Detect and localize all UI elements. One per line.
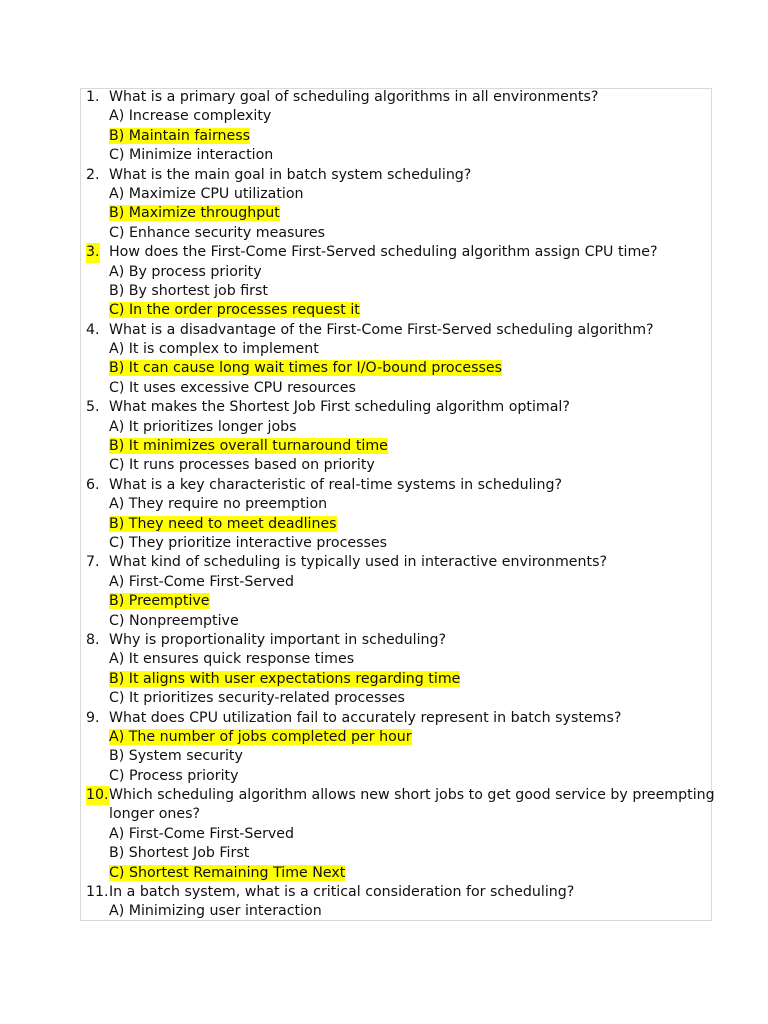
question-number: 6. xyxy=(86,476,100,493)
question-text: What makes the Shortest Job First scheduling algorithm optimal? xyxy=(109,399,570,416)
answer-option: C) Nonpreemptive xyxy=(109,612,239,629)
answer-option-highlighted: A) The number of jobs completed per hour xyxy=(109,728,412,745)
answer-option: A) First-Come First-Served xyxy=(109,825,295,842)
question-item xyxy=(80,786,715,883)
question-number: 11. xyxy=(86,884,109,901)
question-item xyxy=(80,321,712,399)
answer-option: C) It uses excessive CPU resources xyxy=(109,379,356,396)
answer-option: C) It prioritizes security-related processes xyxy=(109,690,405,707)
answer-option: C) It runs processes based on priority xyxy=(109,457,375,474)
question-number: 7. xyxy=(86,554,100,571)
answer-option-highlighted: B) It aligns with user expectations regarding time xyxy=(109,670,461,687)
question-item xyxy=(80,553,712,631)
question-number: 8. xyxy=(86,631,100,648)
answer-option-highlighted: B) It minimizes overall turnaround time xyxy=(109,438,388,455)
answer-option-highlighted: B) Maximize throughput xyxy=(109,205,280,222)
question-number: 10. xyxy=(86,786,109,805)
question-text: What is a disadvantage of the First-Come First-Served scheduling algorithm? xyxy=(109,321,654,338)
question-item xyxy=(80,631,712,709)
question-item xyxy=(80,883,712,922)
answer-option: B) System security xyxy=(109,748,243,765)
question-text: In a batch system, what is a critical consideration for scheduling? xyxy=(109,884,575,901)
question-text: Which scheduling algorithm allows new short jobs to get good service by preempting xyxy=(109,787,715,804)
answer-option: A) They require no preemption xyxy=(109,496,328,513)
answer-option-highlighted: B) It can cause long wait times for I/O-bound processes xyxy=(109,360,503,377)
question-item xyxy=(80,166,712,244)
answer-option: A) First-Come First-Served xyxy=(109,573,295,590)
question-list xyxy=(80,88,715,922)
answer-option: C) Minimize interaction xyxy=(109,147,274,164)
question-text: Why is proportionality important in scheduling? xyxy=(109,631,447,648)
question-number: 3. xyxy=(86,243,100,262)
question-item xyxy=(80,398,712,476)
answer-option: A) By process priority xyxy=(109,263,262,280)
question-number: 9. xyxy=(86,709,100,726)
question-text: longer ones? xyxy=(109,806,201,823)
question-text: What does CPU utilization fail to accurately represent in batch systems? xyxy=(109,709,622,726)
question-text: What is a key characteristic of real-time systems in scheduling? xyxy=(109,476,562,493)
answer-option-highlighted: B) They need to meet deadlines xyxy=(109,515,337,532)
answer-option: A) It ensures quick response times xyxy=(109,651,355,668)
question-text: How does the First-Come First-Served scheduling algorithm assign CPU time? xyxy=(109,244,658,261)
answer-option-highlighted: B) Maintain fairness xyxy=(109,127,251,144)
answer-option: B) By shortest job first xyxy=(109,282,268,299)
answer-option-highlighted: C) In the order processes request it xyxy=(109,302,360,319)
question-number: 5. xyxy=(86,399,100,416)
answer-option-highlighted: B) Preemptive xyxy=(109,593,210,610)
question-item xyxy=(80,709,712,787)
answer-option-highlighted: C) Shortest Remaining Time Next xyxy=(109,864,346,881)
answer-option: A) It prioritizes longer jobs xyxy=(109,418,297,435)
question-text: What is the main goal in batch system scheduling? xyxy=(109,166,472,183)
answer-option: A) It is complex to implement xyxy=(109,341,319,358)
question-number: 1. xyxy=(86,89,100,105)
answer-option: B) Shortest Job First xyxy=(109,845,250,862)
answer-option: A) Maximize CPU utilization xyxy=(109,185,304,202)
answer-option: A) Increase complexity xyxy=(109,108,272,125)
question-item xyxy=(80,243,712,321)
answer-option: A) Minimizing user interaction xyxy=(109,903,322,920)
question-item xyxy=(80,88,712,166)
answer-option: C) Process priority xyxy=(109,767,239,784)
question-number: 2. xyxy=(86,166,100,183)
question-number: 4. xyxy=(86,321,100,338)
question-text: What is a primary goal of scheduling algorithms in all environments? xyxy=(109,89,599,105)
answer-option: C) They prioritize interactive processes xyxy=(109,534,387,551)
question-text: What kind of scheduling is typically used in interactive environments? xyxy=(109,554,608,571)
question-item xyxy=(80,476,712,554)
answer-option: C) Enhance security measures xyxy=(109,224,326,241)
